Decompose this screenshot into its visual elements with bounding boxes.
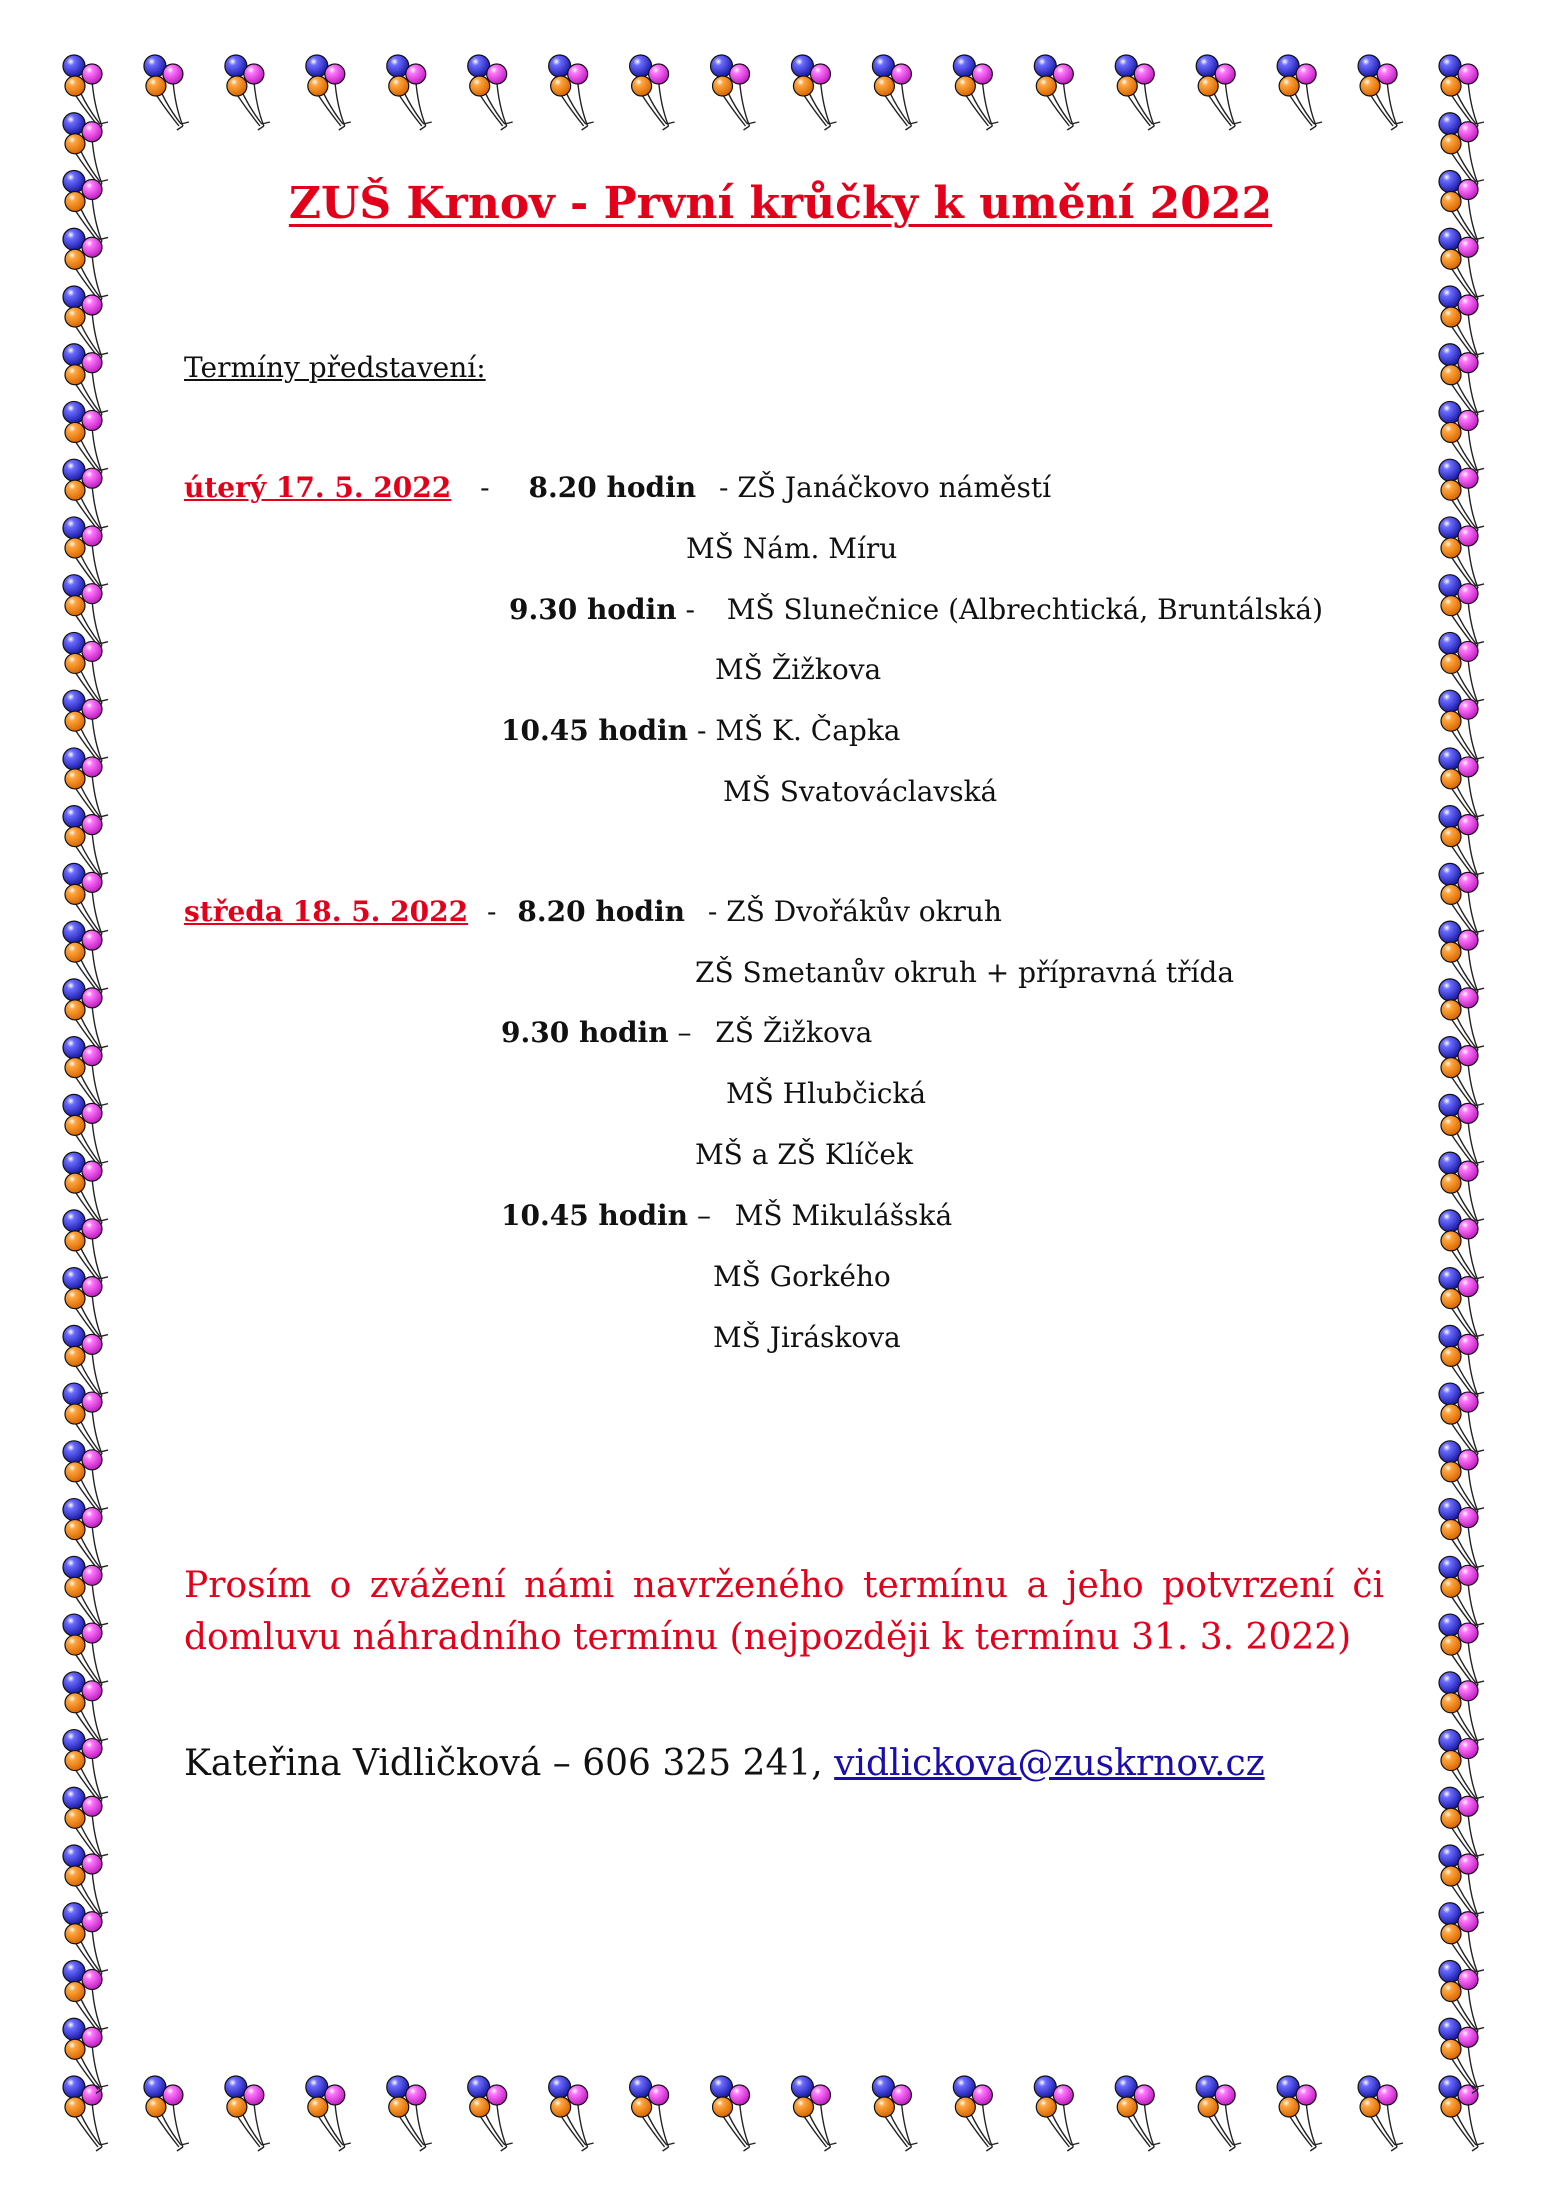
slot-row: 10.45 hodin - MŠ K. Čapka: [501, 714, 901, 747]
slot-time: 8.20 hodin: [528, 471, 697, 504]
page-title: ZUŠ Krnov - První krůčky k umění 2022: [288, 178, 1273, 229]
slot-time: 8.20 hodin: [517, 895, 685, 928]
place: MŠ Gorkého: [713, 1260, 891, 1293]
place: MŠ a ZŠ Klíček: [695, 1138, 913, 1171]
place: MŠ Žižkova: [715, 653, 882, 686]
contact-name-phone: Kateřina Vidličková – 606 325 241,: [184, 1743, 823, 1784]
contact-line: [184, 1743, 1265, 1784]
place: MŠ K. Čapka: [715, 714, 901, 747]
place: ZŠ Smetanův okruh + přípravná třída: [695, 956, 1235, 989]
slot-time: 9.30 hodin: [509, 593, 677, 626]
day-row: středa 18. 5. 2022 - 8.20 hodin - ZŠ Dvořákův okruh: [184, 895, 1002, 928]
place: MŠ Slunečnice (Albrechtická, Bruntálská): [726, 593, 1324, 626]
slot-row: 9.30 hodin - MŠ Slunečnice (Albrechtická, Bruntálská): [509, 593, 1324, 626]
place: ZŠ Dvořákův okruh: [726, 895, 1002, 928]
request-note: Prosím o zvážení námi navrženého termínu a jeho potvrzení či domluvu náhradního termínu (nejpozději k termínu 31. 3. 2022): [184, 1565, 1384, 1658]
slot-time: 9.30 hodin: [501, 1016, 669, 1049]
day-row: úterý 17. 5. 2022 - 8.20 hodin - ZŠ Janáčkovo náměstí: [184, 471, 1052, 504]
place: ZŠ Janáčkovo náměstí: [737, 471, 1052, 504]
place: MŠ Jiráskova: [713, 1321, 901, 1354]
email-link[interactable]: vidlickova@zuskrnov.cz: [834, 1743, 1265, 1784]
schedule-heading: Termíny představení:: [184, 351, 486, 384]
slot-row: 10.45 hodin – MŠ Mikulášská: [501, 1199, 953, 1232]
day-date: úterý 17. 5. 2022: [184, 471, 452, 504]
place: MŠ Svatováclavská: [723, 775, 998, 808]
slot-row: 9.30 hodin – ZŠ Žižkova: [501, 1016, 873, 1049]
place: MŠ Hlubčická: [726, 1077, 927, 1110]
place: ZŠ Žižkova: [715, 1016, 873, 1049]
place: MŠ Mikulášská: [734, 1199, 953, 1232]
day-date: středa 18. 5. 2022: [184, 895, 469, 928]
place: MŠ Nám. Míru: [686, 532, 898, 565]
slot-time: 10.45 hodin: [501, 1199, 689, 1232]
slot-time: 10.45 hodin: [501, 714, 689, 747]
